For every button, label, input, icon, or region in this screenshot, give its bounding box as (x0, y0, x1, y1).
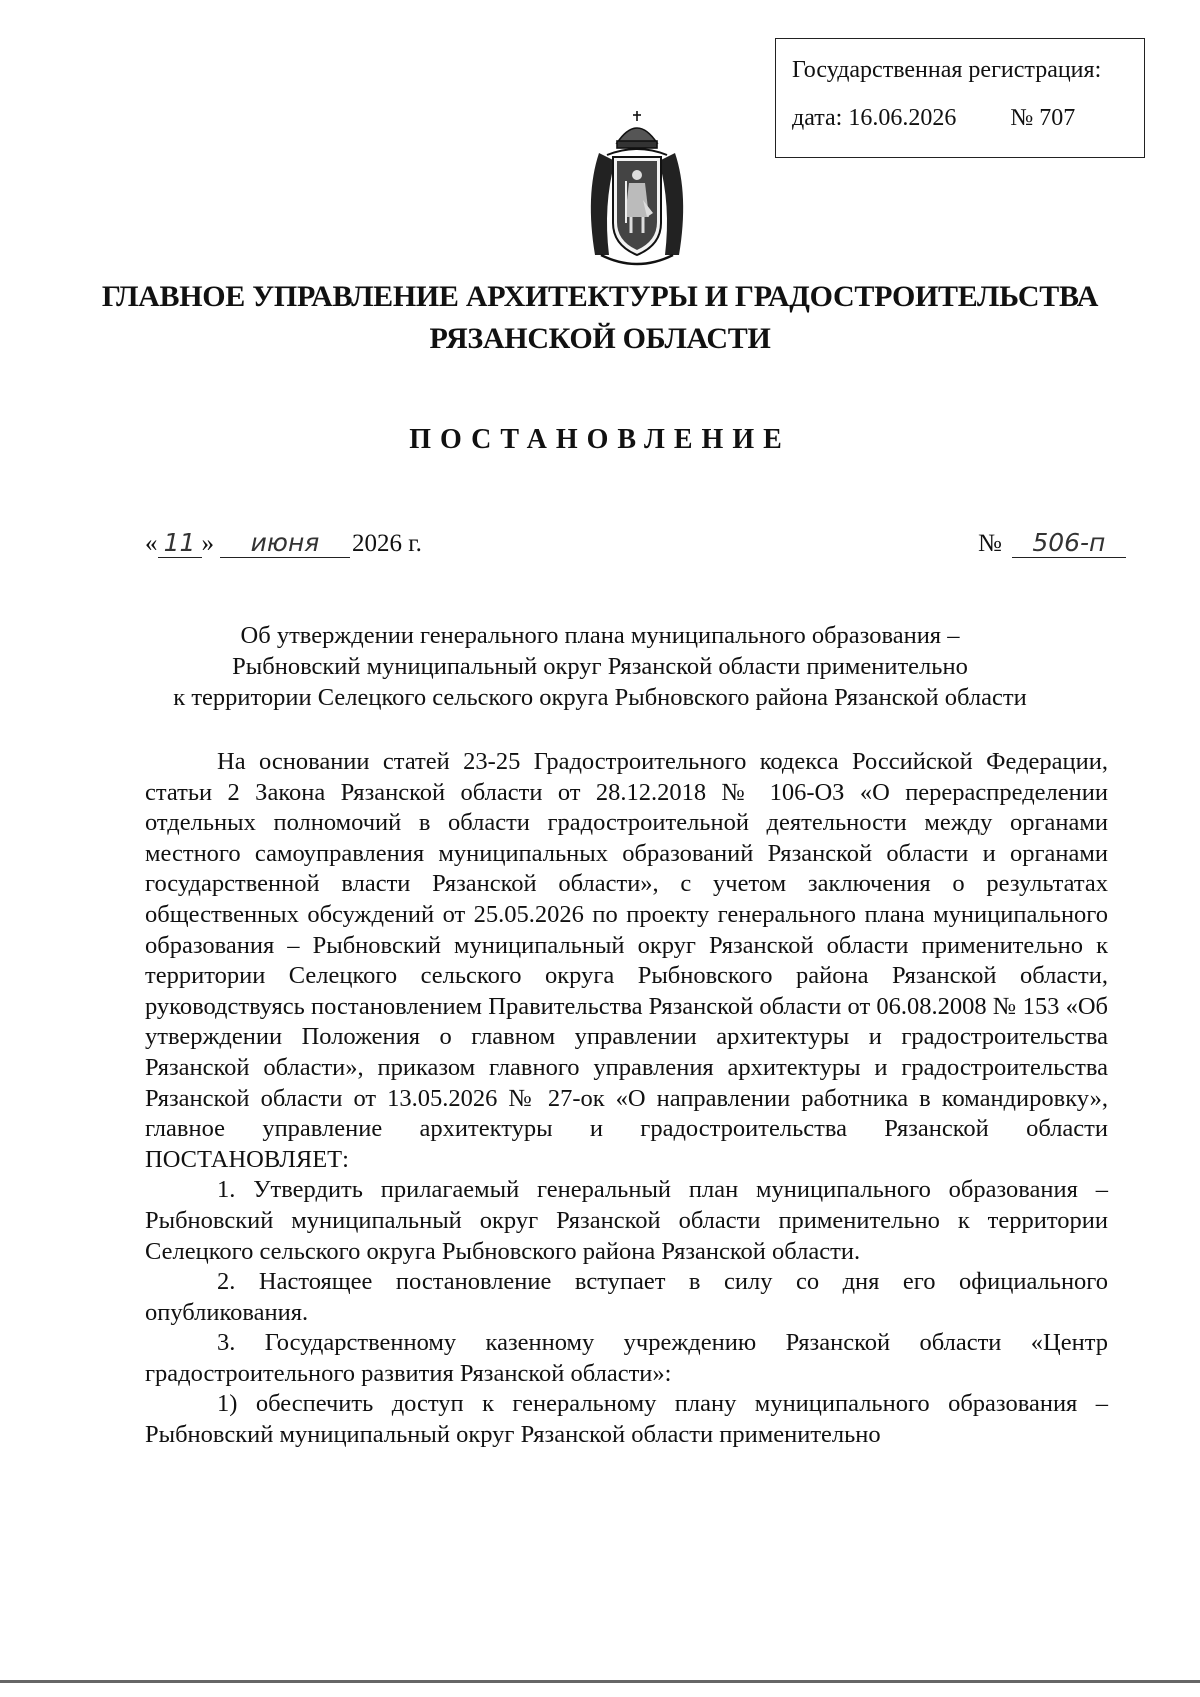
organization-title (0, 276, 1200, 360)
subject-line3: к территории Селецкого сельского округа Рыбновского района Рязанской области (173, 684, 1027, 711)
clause-3-subitem-1: 1) обеспечить доступ к генеральному плану муниципального образования – Рыбновский муниципальный округ Рязанской области применительно (145, 1390, 1108, 1449)
document-number (978, 528, 1126, 558)
document-body (145, 747, 1108, 1451)
date-day-handwritten: 11 (158, 528, 202, 558)
registration-number: № 707 (1010, 105, 1076, 131)
clause-1: 1. Утвердить прилагаемый генеральный план муниципального образования – Рыбновский муниципальный округ Рязанской области применительно к территории Селецкого сельского округа Рыбновского района Рязанской области. (145, 1176, 1108, 1265)
organization-title-line2: РЯЗАНСКОЙ ОБЛАСТИ (429, 322, 771, 355)
document-type: ПОСТАНОВЛЕНИЕ (409, 424, 791, 455)
registration-details (792, 101, 1130, 135)
date-open-quote: « (145, 530, 158, 557)
date-month-handwritten: июня (220, 528, 350, 558)
preamble-paragraph: На основании статей 23-25 Градостроительного кодекса Российской Федерации, статьи 2 Закона Рязанской области от 28.12.2018 № 106-ОЗ «О перераспределении отдельных полномочий в области градостроительной деятельности между органами местного самоуправления муниципальных образований Рязанской области и органами государственной власти Рязанской области», с учетом заключения о результатах общественных обсуждений от 25.05.2026 по проекту генерального плана муниципального образования – Рыбновский муниципальный округ Рязанской области применительно к территории Селецкого сельского округа Рыбновского района Рязанской области, руководствуясь постановлением Правительства Рязанской области от 06.08.2008 № 153 «Об утверждении Положения о главном управлении архитектуры и градостроительства Рязанской области», приказом главного управления архитектуры и градостроительства Рязанской области от 13.05.2026 № 27-ок «О направлении работника в командировку», главное управление архитектуры и градостроительства Рязанской области ПОСТАНОВЛЯЕТ: (145, 748, 1108, 1173)
page-bottom-edge (0, 1680, 1200, 1683)
clause-2: 2. Настоящее постановление вступает в силу со дня его официального опубликования. (145, 1268, 1108, 1326)
document-subject (100, 620, 1100, 713)
date-year: 2026 г. (352, 530, 422, 557)
registration-label: Государственная регистрация: (792, 57, 1102, 83)
clause-3: 3. Государственному казенному учреждению Рязанской области «Центр градостроительного развития Рязанской области»: (145, 1329, 1108, 1387)
subject-line1: Об утверждении генерального плана муниципального образования – (240, 622, 960, 649)
coat-of-arms-icon (577, 105, 697, 275)
registration-date: дата: 16.06.2026 (792, 105, 957, 131)
number-handwritten: 506-п (1012, 528, 1126, 558)
registration-stamp (775, 38, 1145, 158)
number-sign: № (978, 530, 1002, 557)
organization-title-line1: ГЛАВНОЕ УПРАВЛЕНИЕ АРХИТЕКТУРЫ И ГРАДОСТРОИТЕЛЬСТВА (101, 280, 1099, 313)
date-close-quote: » (201, 530, 214, 557)
subject-line2: Рыбновский муниципальный округ Рязанской области применительно (232, 653, 968, 680)
document-date (145, 528, 422, 558)
